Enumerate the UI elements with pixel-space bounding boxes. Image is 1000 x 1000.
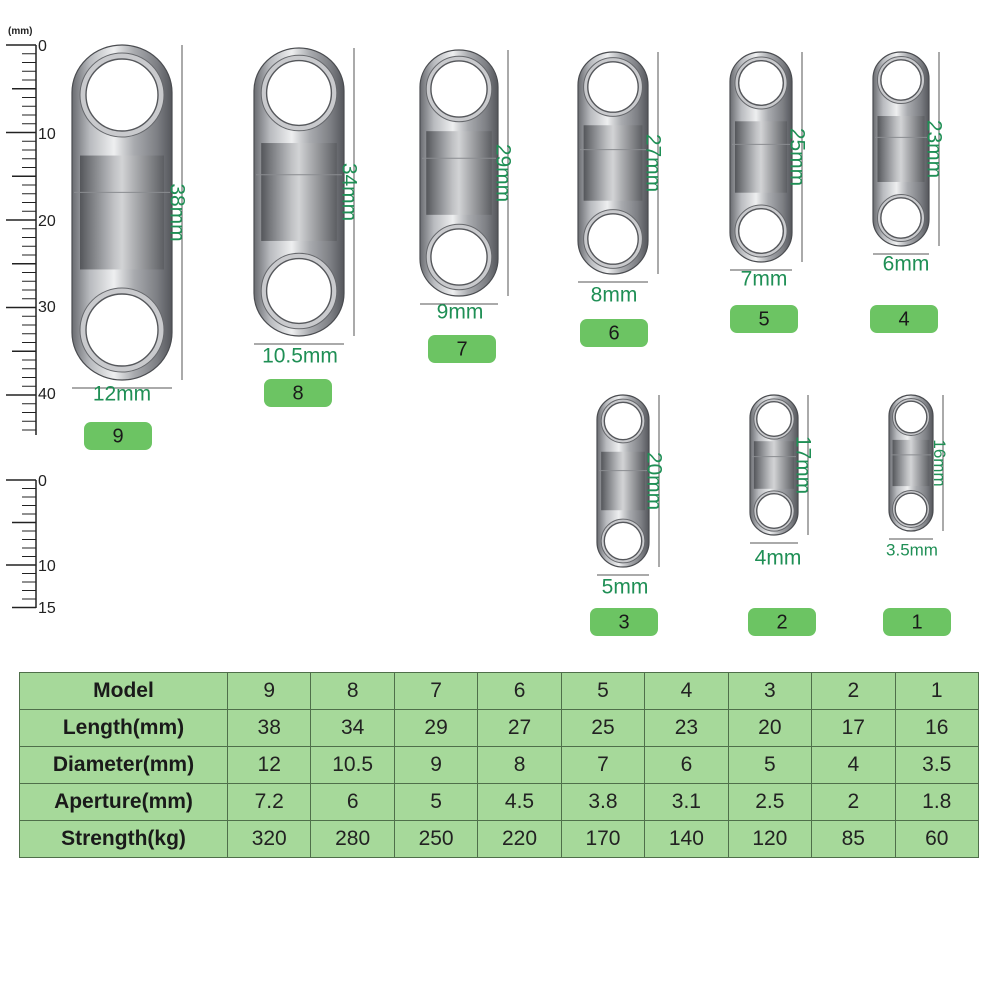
table-cell: 4.5 xyxy=(478,784,561,821)
row-header: Aperture(mm) xyxy=(20,784,228,821)
length-label: 29mm xyxy=(491,143,515,203)
swivel-eye-hole-top xyxy=(895,401,927,433)
table-cell: 16 xyxy=(895,710,979,747)
swivel-eye-hole-top xyxy=(588,62,638,112)
table-row xyxy=(20,784,979,821)
table-cell: 5 xyxy=(394,784,477,821)
length-label: 23mm xyxy=(922,119,946,179)
table-cell: 6 xyxy=(645,747,728,784)
swivel-eye-hole-bottom xyxy=(895,493,927,525)
table-cell: 3.5 xyxy=(895,747,979,784)
specification-table xyxy=(19,672,979,858)
swivel-eye-hole-bottom xyxy=(431,229,487,285)
swivel-model-7 xyxy=(420,50,515,363)
model-badge-label: 1 xyxy=(911,611,923,634)
swivel-eye-hole-top xyxy=(604,402,641,439)
table-cell: 6 xyxy=(311,784,394,821)
length-label: 25mm xyxy=(785,127,809,187)
swivel-eye-hole-bottom xyxy=(267,259,332,324)
ruler-label-bottom-10: 10 xyxy=(38,558,56,575)
swivel-barrel xyxy=(893,440,930,486)
table-cell: 3 xyxy=(728,673,811,710)
table-cell: 9 xyxy=(394,747,477,784)
ruler-label-top-30: 30 xyxy=(38,299,56,316)
swivel-model-4 xyxy=(870,52,946,333)
swivel-eye-hole-top xyxy=(739,61,784,106)
model-badge-label: 7 xyxy=(456,338,468,361)
table-cell: 25 xyxy=(561,710,644,747)
swivel-model-9 xyxy=(72,45,189,450)
swivel-model-8 xyxy=(254,48,361,407)
length-label: 17mm xyxy=(791,435,815,495)
swivel-eye-hole-bottom xyxy=(86,294,158,366)
ruler-label-top-10: 10 xyxy=(38,126,56,143)
row-header: Diameter(mm) xyxy=(20,747,228,784)
table-cell: 1.8 xyxy=(895,784,979,821)
row-header: Length(mm) xyxy=(20,710,228,747)
table-cell: 34 xyxy=(311,710,394,747)
ruler-label-top-40: 40 xyxy=(38,386,56,403)
table-cell: 27 xyxy=(478,710,561,747)
diameter-label: 8mm xyxy=(590,283,638,307)
table-cell: 1 xyxy=(895,673,979,710)
table-cell: 8 xyxy=(478,747,561,784)
table-cell: 20 xyxy=(728,710,811,747)
table-cell: 220 xyxy=(478,821,561,858)
diameter-label: 4mm xyxy=(754,546,802,570)
table-row xyxy=(20,710,979,747)
swivel-eye-hole-bottom xyxy=(881,198,921,238)
table-cell: 5 xyxy=(728,747,811,784)
swivel-eye-hole-top xyxy=(86,59,158,131)
table-cell: 2 xyxy=(812,784,895,821)
swivel-eye-hole-top xyxy=(267,61,332,126)
millimeter-ruler xyxy=(6,26,56,617)
swivel-lineup xyxy=(72,45,951,636)
diameter-label: 5mm xyxy=(601,575,649,599)
swivel-eye-hole-top xyxy=(881,60,921,100)
length-label: 20mm xyxy=(642,451,666,511)
diameter-label: 6mm xyxy=(882,252,930,276)
model-badge-label: 5 xyxy=(758,308,770,331)
ruler-label-bottom-15: 15 xyxy=(38,600,56,617)
swivel-barrel xyxy=(877,116,924,182)
table-cell: 280 xyxy=(311,821,394,858)
swivel-model-5 xyxy=(730,52,809,333)
table-cell: 120 xyxy=(728,821,811,858)
ruler-label-top-20: 20 xyxy=(38,213,56,230)
diameter-label: 12mm xyxy=(92,382,152,406)
swivel-eye-hole-top xyxy=(431,61,487,117)
swivel-model-6 xyxy=(578,52,665,347)
swivel-eye-hole-bottom xyxy=(757,494,792,529)
swivel-barrel xyxy=(754,441,794,489)
table-cell: 4 xyxy=(812,747,895,784)
swivel-eye-hole-bottom xyxy=(588,214,638,264)
length-label: 34mm xyxy=(337,162,361,222)
table-cell: 12 xyxy=(228,747,311,784)
diameter-label: 7mm xyxy=(740,267,788,291)
table-cell: 10.5 xyxy=(311,747,394,784)
table-cell: 2.5 xyxy=(728,784,811,821)
row-header: Model xyxy=(20,673,228,710)
model-badge-label: 6 xyxy=(608,322,620,345)
model-badge-label: 9 xyxy=(112,425,124,448)
table-cell: 170 xyxy=(561,821,644,858)
model-badge-label: 8 xyxy=(292,382,304,405)
table-cell: 320 xyxy=(228,821,311,858)
swivel-model-1 xyxy=(883,395,951,636)
table-cell: 23 xyxy=(645,710,728,747)
table-cell: 4 xyxy=(645,673,728,710)
table-cell: 7.2 xyxy=(228,784,311,821)
table-cell: 3.8 xyxy=(561,784,644,821)
model-badge-label: 2 xyxy=(776,611,788,634)
swivel-barrel xyxy=(584,125,643,200)
swivel-barrel xyxy=(261,143,337,241)
table-cell: 17 xyxy=(812,710,895,747)
ruler-unit-label: (mm) xyxy=(8,26,33,37)
length-label: 27mm xyxy=(641,133,665,193)
table-cell: 250 xyxy=(394,821,477,858)
swivel-eye-hole-top xyxy=(757,402,792,437)
table-cell: 60 xyxy=(895,821,979,858)
swivel-barrel xyxy=(426,131,492,215)
table-cell: 38 xyxy=(228,710,311,747)
row-header: Strength(kg) xyxy=(20,821,228,858)
swivel-model-3 xyxy=(590,395,666,636)
table-row xyxy=(20,821,979,858)
table-cell: 29 xyxy=(394,710,477,747)
diameter-label: 3.5mm xyxy=(886,540,938,560)
table-cell: 85 xyxy=(812,821,895,858)
diameter-label: 10.5mm xyxy=(262,344,338,368)
table-cell: 7 xyxy=(561,747,644,784)
swivel-eye-hole-bottom xyxy=(739,209,784,254)
table-row xyxy=(20,673,979,710)
table-cell: 2 xyxy=(812,673,895,710)
table-cell: 8 xyxy=(311,673,394,710)
swivel-eye-hole-bottom xyxy=(604,522,641,559)
table-cell: 7 xyxy=(394,673,477,710)
ruler-ticks xyxy=(6,45,36,608)
swivel-model-2 xyxy=(748,395,816,636)
table-cell: 6 xyxy=(478,673,561,710)
swivel-barrel xyxy=(601,452,645,510)
swivel-barrel xyxy=(80,156,164,270)
table-cell: 9 xyxy=(228,673,311,710)
model-badge-label: 4 xyxy=(898,308,910,331)
table-cell: 140 xyxy=(645,821,728,858)
table-row xyxy=(20,747,979,784)
swivel-barrel xyxy=(735,121,787,192)
table-cell: 3.1 xyxy=(645,784,728,821)
length-label: 16mm xyxy=(930,439,949,487)
ruler-label-bottom-0: 0 xyxy=(38,473,47,490)
table-cell: 5 xyxy=(561,673,644,710)
model-badge-label: 3 xyxy=(618,611,630,634)
diameter-label: 9mm xyxy=(436,300,484,324)
length-label: 38mm xyxy=(165,183,189,242)
ruler-label-top-0: 0 xyxy=(38,38,47,55)
